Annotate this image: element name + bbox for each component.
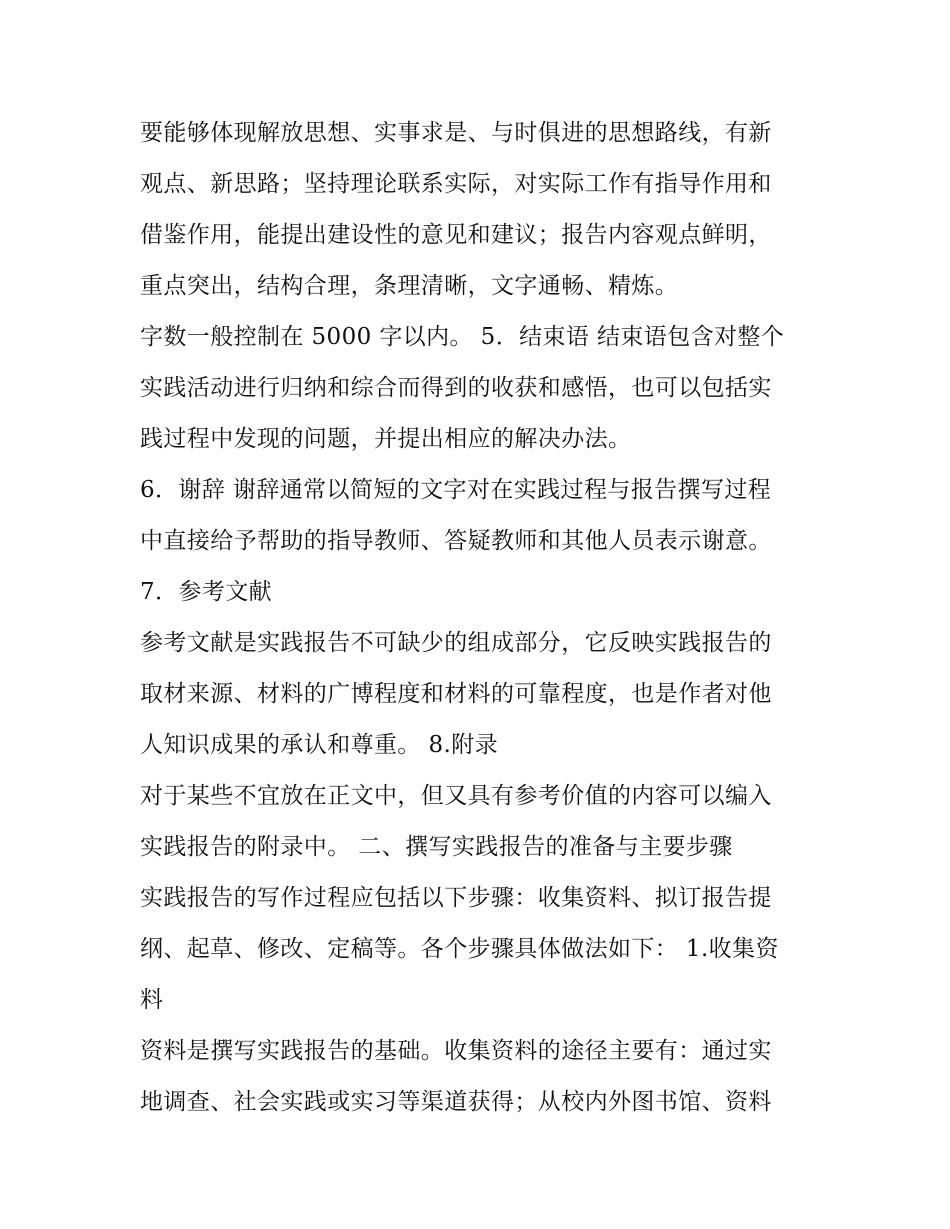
text-line: 字数一般控制在 5000 字以内。 5．结束语 结束语包含对整个	[140, 324, 785, 350]
text-line: 人知识成果的承认和尊重。 8.附录	[140, 732, 499, 758]
body-text	[140, 108, 820, 1128]
text-line: 借鉴作用，能提出建设性的意见和建议；报告内容观点鲜明，	[140, 222, 772, 248]
text-line: 重点突出，结构合理，条理清晰，文字通畅、精炼。	[140, 273, 679, 299]
text-line: 中直接给予帮助的指导教师、答疑教师和其他人员表示谢意。	[140, 528, 772, 554]
text-line: 料	[140, 987, 164, 1013]
text-line: 地调查、社会实践或实习等渠道获得；从校内外图书馆、资料	[140, 1089, 772, 1115]
text-line: 观点、新思路；坚持理论联系实际，对实际工作有指导作用和	[140, 171, 772, 197]
text-line: 实践报告的附录中。 二、撰写实践报告的准备与主要步骤	[140, 834, 733, 860]
text-line: 取材来源、材料的广博程度和材料的可靠程度，也是作者对他	[140, 681, 772, 707]
text-line: 践过程中发现的问题，并提出相应的解决办法。	[140, 426, 632, 452]
text-line: 资料是撰写实践报告的基础。收集资料的途径主要有：通过实	[140, 1038, 772, 1064]
text-line: 对于某些不宜放在正文中，但又具有参考价值的内容可以编入	[140, 783, 772, 809]
section-heading: 7．参考文献	[140, 579, 273, 605]
text-line: 实践报告的写作过程应包括以下步骤：收集资料、拟订报告提	[140, 885, 772, 911]
text-line: 6．谢辞 谢辞通常以简短的文字对在实践过程与报告撰写过程	[140, 477, 772, 503]
text-line: 参考文献是实践报告不可缺少的组成部分，它反映实践报告的	[140, 630, 772, 656]
text-line: 实践活动进行归纳和综合而得到的收获和感悟，也可以包括实	[140, 375, 772, 401]
text-line: 纲、起草、修改、定稿等。各个步骤具体做法如下： 1.收集资	[140, 936, 779, 962]
text-line: 要能够体现解放思想、实事求是、与时俱进的思想路线，有新	[140, 120, 772, 146]
